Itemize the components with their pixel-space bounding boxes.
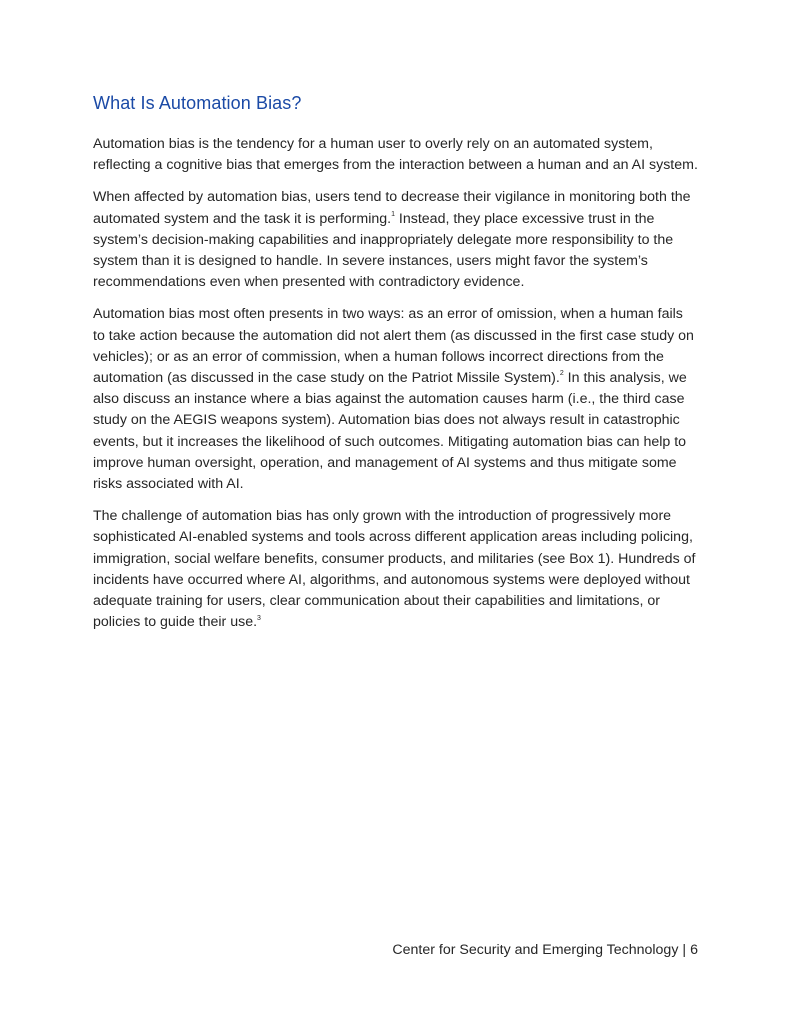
footnote-ref-2[interactable]: 2 (559, 370, 564, 378)
page-footer (392, 942, 698, 958)
paragraph-effects (93, 187, 698, 293)
section-heading: What Is Automation Bias? (93, 93, 302, 113)
footnote-ref-3[interactable]: 3 (257, 614, 261, 622)
paragraph-challenge (93, 506, 698, 633)
footnote-ref-1[interactable]: 1 (391, 210, 395, 218)
paragraph-effects-text-a: When affected by automation bias, users tend to decrease their vigilance in monitoring both the automated system and the task it is performing. (93, 189, 691, 227)
body-text (93, 134, 698, 644)
paragraph-effects-text-b: Instead, they place excessive trust in the system’s decision-making capabilities and inappropriately delegate more responsibility to the system than it is designed to handle. In severe instances, users might favor the system’s recommendations even when presented with contradictory evidence. (93, 210, 674, 291)
paragraph-definition (93, 134, 698, 176)
paragraph-error-types-text-b: In this analysis, we also discuss an instance where a bias against the automation causes harm (i.e., the third case study on the AEGIS weapons system). Automation bias does not always result in catastrophic events, but it increases the likelihood of such outcomes. Mitigating automation bias can help to improve human oversight, operation, and management of AI systems and thus mitigate some risks associated with AI. (93, 370, 687, 493)
paragraph-error-types-text-a: Automation bias most often presents in two ways: as an error of omission, when a human fails to take action because the automation did not alert them (as discussed in the first case study on vehicles); or as an error of commission, when a human follows incorrect directions from the automation (as discussed in the case study on the Patriot Missile System). (93, 306, 694, 387)
footer-organization: Center for Security and Emerging Technology (392, 942, 679, 958)
paragraph-definition-text: Automation bias is the tendency for a human user to overly rely on an automated system, reflecting a cognitive bias that emerges from the interaction between a human and an AI system. (93, 136, 698, 174)
page-number: 6 (690, 942, 698, 958)
paragraph-error-types (93, 304, 698, 495)
footer-separator: | (682, 942, 687, 958)
paragraph-challenge-text: The challenge of automation bias has only grown with the introduction of progressively more sophisticated AI-enabled systems and tools across different application areas including policing, immigration, social welfare benefits, consumer products, and militaries (see Box 1). Hundreds of incidents have occurred where AI, algorithms, and autonomous systems were deployed without adequate training for users, clear communication about their capabilities and limitations, or policies to guide their use. (93, 508, 696, 631)
